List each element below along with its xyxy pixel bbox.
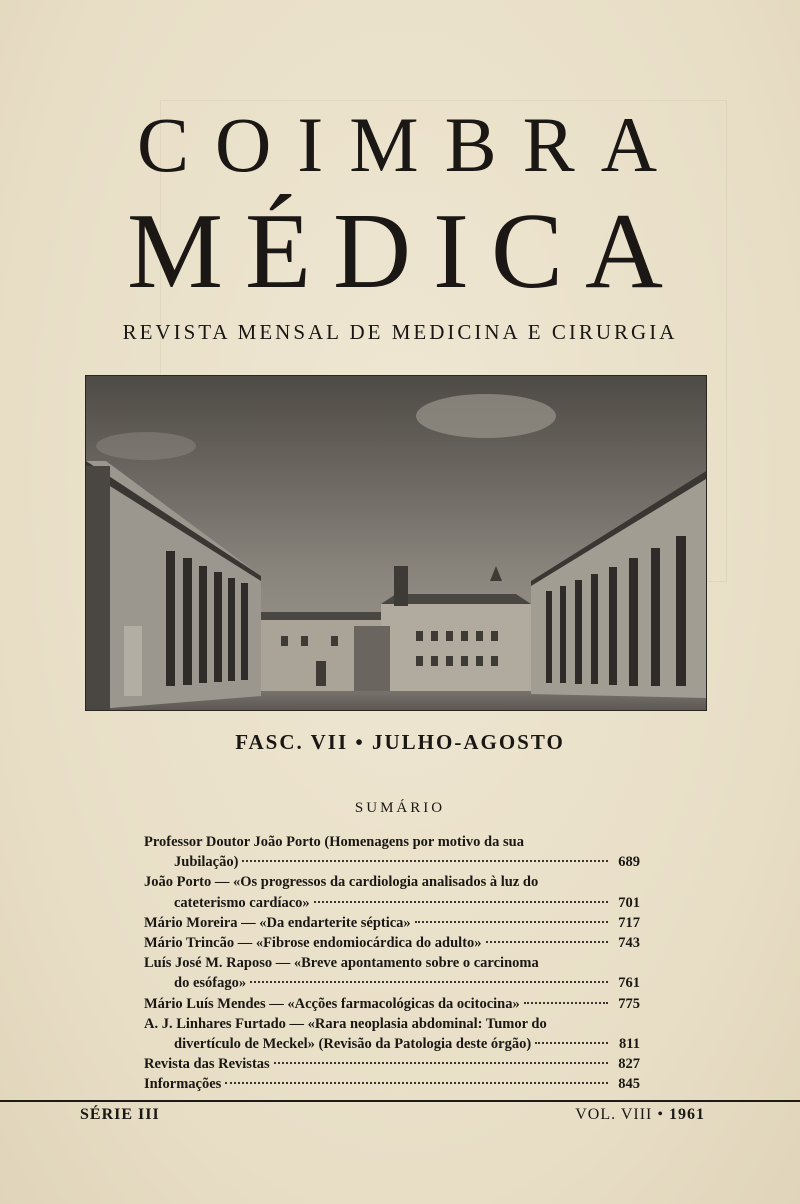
volume-line: [575, 1106, 705, 1124]
toc-page: 743: [618, 935, 640, 952]
toc-text: Professor Doutor João Porto (Homenagens por motivo da sua: [144, 834, 524, 850]
leader-dots: [250, 981, 608, 983]
leader-dots: [535, 1042, 608, 1044]
toc-text: Informações: [144, 1076, 222, 1093]
leader-dots: [524, 1002, 608, 1004]
leader-dots: [242, 860, 608, 862]
series-label: SÉRIE III: [80, 1106, 160, 1123]
toc-entry: [144, 1074, 640, 1094]
toc-entry: [144, 933, 640, 953]
bullet-separator: •: [355, 730, 365, 754]
toc-page: 811: [619, 1036, 640, 1053]
fascicle: FASC. VII: [235, 730, 349, 754]
toc-page: 775: [618, 995, 640, 1012]
toc-entry: [144, 1014, 640, 1034]
toc-entry-cont: [144, 852, 640, 872]
toc-page: 845: [618, 1076, 640, 1093]
toc-entry-cont: [144, 893, 640, 913]
toc-text: do esófago»: [174, 975, 247, 992]
toc-entry: [144, 832, 640, 852]
leader-dots: [314, 901, 608, 903]
toc-entry: [144, 953, 640, 973]
toc-text: Mário Moreira — «Da endarterite séptica»: [144, 914, 411, 931]
toc-text: A. J. Linhares Furtado — «Rara neoplasia abdominal: Tumor do: [144, 1015, 547, 1032]
toc-entry-cont: [144, 1034, 640, 1054]
table-of-contents: [144, 832, 640, 1095]
volume-label: VOL. VIII: [575, 1106, 653, 1123]
toc-text: Jubilação): [174, 854, 239, 871]
toc-page: 701: [618, 894, 640, 911]
toc-entry: [144, 1054, 640, 1074]
toc-entry: [144, 994, 640, 1014]
title-line-2: MÉDICA: [127, 192, 685, 311]
toc-text: Mário Luís Mendes — «Acções farmacológicas da ocitocina»: [144, 995, 520, 1012]
bullet-separator: •: [657, 1106, 664, 1123]
toc-page: 761: [618, 975, 640, 992]
issue-line: [0, 730, 800, 755]
issue-months: JULHO-AGOSTO: [371, 730, 565, 754]
leader-dots: [415, 921, 608, 923]
cover-illustration: [85, 375, 707, 711]
footer-rule: [0, 1100, 800, 1102]
toc-entry: [144, 913, 640, 933]
toc-entry-cont: [144, 973, 640, 993]
toc-page: 689: [618, 854, 640, 871]
toc-text: Luís José M. Raposo — «Breve apontamento sobre o carcinoma: [144, 955, 539, 972]
leader-dots: [274, 1062, 608, 1064]
leader-dots: [486, 941, 608, 943]
toc-text: Mário Trincão — «Fibrose endomiocárdica do adulto»: [144, 935, 482, 952]
toc-entry: [144, 872, 640, 892]
toc-page: 717: [618, 914, 640, 931]
toc-text: João Porto — «Os progressos da cardiologia analisados à luz do: [144, 874, 539, 891]
leader-dots: [225, 1082, 608, 1084]
toc-text: Revista das Revistas: [144, 1056, 270, 1073]
toc-text: divertículo de Meckel» (Revisão da Patologia deste órgão): [174, 1036, 532, 1053]
journal-subtitle: REVISTA MENSAL DE MEDICINA E CIRURGIA: [122, 320, 678, 344]
toc-text: cateterismo cardíaco»: [174, 894, 310, 911]
title-line-1: COIMBRA: [136, 101, 684, 188]
summary-heading: SUMÁRIO: [354, 800, 446, 816]
year-label: 1961: [669, 1106, 705, 1123]
toc-page: 827: [618, 1056, 640, 1073]
